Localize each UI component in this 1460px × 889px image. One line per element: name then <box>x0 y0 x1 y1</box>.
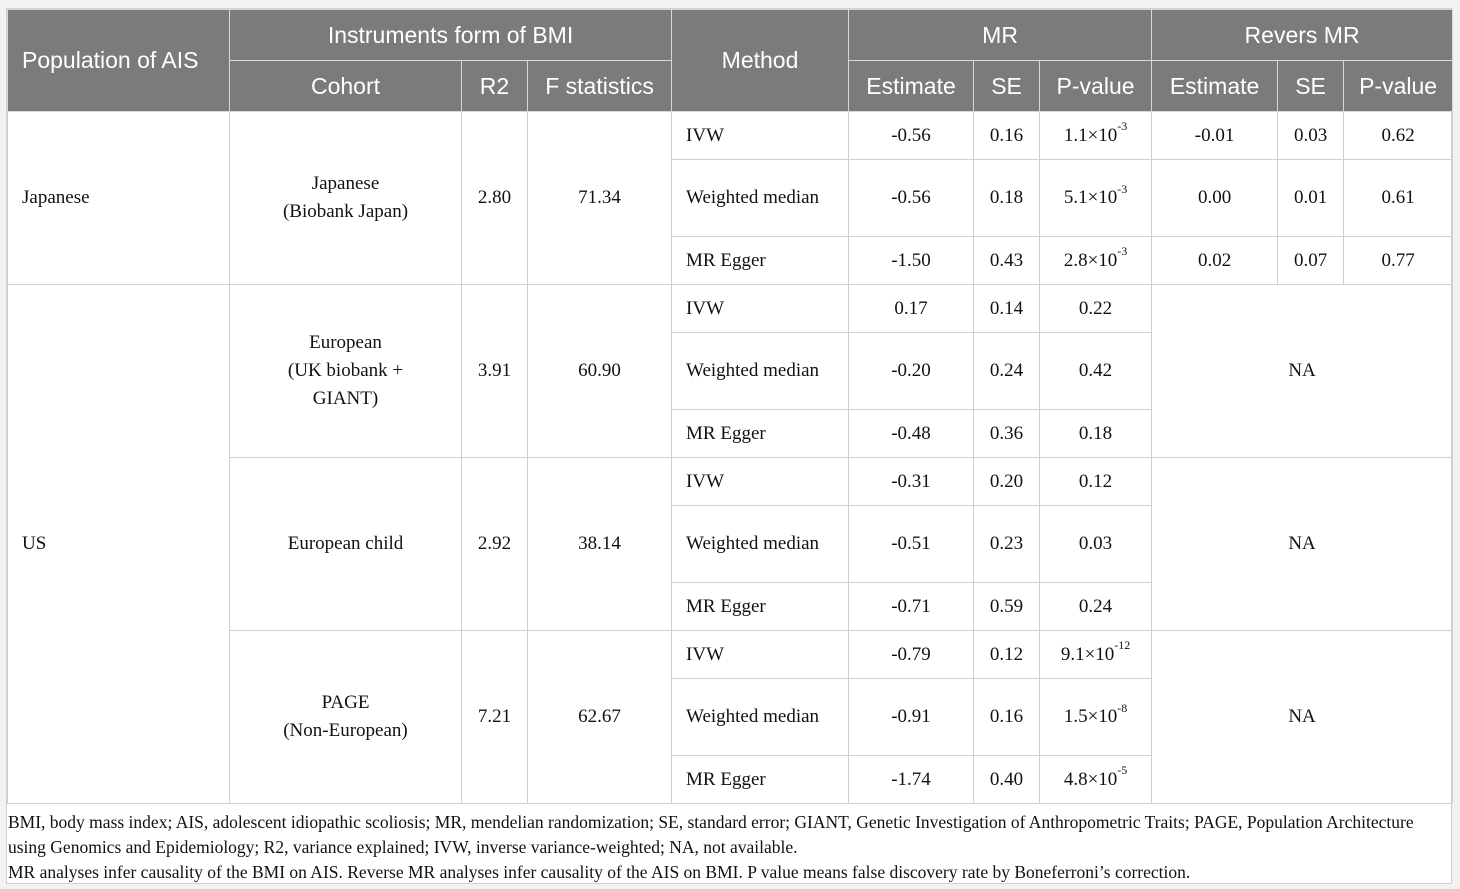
rev-pvalue-cell: 0.77 <box>1344 237 1453 285</box>
rev-estimate-cell: -0.01 <box>1152 112 1278 160</box>
table-row <box>8 112 1453 160</box>
mr-estimate-cell: -0.48 <box>849 410 974 458</box>
results-table <box>7 9 1453 804</box>
pvalue-base: 2.8×10 <box>1063 249 1118 271</box>
rev-se-cell: 0.01 <box>1278 160 1344 237</box>
mr-pvalue-cell <box>1040 160 1152 237</box>
population-cell: US <box>8 285 230 804</box>
mr-se-cell: 0.16 <box>974 112 1040 160</box>
method-cell: MR Egger <box>672 237 849 285</box>
mr-estimate-cell: -0.91 <box>849 679 974 756</box>
revers-mr-na-cell: NA <box>1152 458 1453 631</box>
table-header <box>8 10 1453 112</box>
mr-se-cell: 0.59 <box>974 583 1040 631</box>
mr-pvalue-cell <box>1040 506 1152 583</box>
method-cell: Weighted median <box>672 333 849 410</box>
pvalue-exponent: -3 <box>1117 244 1128 259</box>
f-statistics-cell: 38.14 <box>528 458 672 631</box>
mr-se-cell: 0.36 <box>974 410 1040 458</box>
pvalue-exponent: -12 <box>1114 638 1131 653</box>
cohort-cell <box>230 631 462 804</box>
header-rev-pvalue: P-value <box>1344 61 1453 112</box>
table-body <box>8 112 1453 804</box>
mr-pvalue-cell <box>1040 112 1152 160</box>
cohort-name-line: European child <box>287 533 404 554</box>
header-cohort: Cohort <box>230 61 462 112</box>
mr-pvalue-cell <box>1040 458 1152 506</box>
mr-pvalue-cell <box>1040 756 1152 804</box>
method-cell: IVW <box>672 285 849 333</box>
pvalue-base: 1.1×10 <box>1063 124 1118 146</box>
r2-cell: 7.21 <box>462 631 528 804</box>
pvalue-base: 0.24 <box>1078 595 1113 617</box>
method-cell: IVW <box>672 631 849 679</box>
pvalue-exponent: -5 <box>1117 763 1128 778</box>
mr-se-cell: 0.12 <box>974 631 1040 679</box>
mr-estimate-cell: -1.74 <box>849 756 974 804</box>
header-rev-se: SE <box>1278 61 1344 112</box>
cohort-name-line: Japanese <box>311 173 380 194</box>
mr-estimate-cell: -1.50 <box>849 237 974 285</box>
cohort-cell <box>230 285 462 458</box>
pvalue-base: 0.22 <box>1078 297 1113 319</box>
r2-cell: 2.80 <box>462 112 528 285</box>
mr-pvalue-cell <box>1040 410 1152 458</box>
method-cell: MR Egger <box>672 583 849 631</box>
cohort-cell <box>230 458 462 631</box>
r2-cell: 2.92 <box>462 458 528 631</box>
mr-se-cell: 0.14 <box>974 285 1040 333</box>
header-mr-estimate: Estimate <box>849 61 974 112</box>
pvalue-base: 0.42 <box>1078 360 1113 381</box>
mr-estimate-cell: -0.56 <box>849 160 974 237</box>
mr-pvalue-cell <box>1040 333 1152 410</box>
method-cell: Weighted median <box>672 160 849 237</box>
mr-se-cell: 0.43 <box>974 237 1040 285</box>
population-cell: Japanese <box>8 112 230 285</box>
method-cell: Weighted median <box>672 506 849 583</box>
header-mr-pvalue: P-value <box>1040 61 1152 112</box>
method-cell: MR Egger <box>672 410 849 458</box>
rev-pvalue-cell: 0.61 <box>1344 160 1453 237</box>
method-cell: IVW <box>672 458 849 506</box>
rev-pvalue-cell: 0.62 <box>1344 112 1453 160</box>
mr-se-cell: 0.24 <box>974 333 1040 410</box>
cohort-cell <box>230 112 462 285</box>
mr-se-cell: 0.23 <box>974 506 1040 583</box>
mr-pvalue-cell <box>1040 631 1152 679</box>
header-mr-se: SE <box>974 61 1040 112</box>
method-cell: MR Egger <box>672 756 849 804</box>
header-revers-mr: Revers MR <box>1152 10 1453 61</box>
pvalue-exponent: -3 <box>1117 181 1128 196</box>
pvalue-base: 0.12 <box>1078 470 1113 492</box>
pvalue-base: 0.18 <box>1078 422 1113 444</box>
mr-estimate-cell: -0.71 <box>849 583 974 631</box>
mr-estimate-cell: -0.31 <box>849 458 974 506</box>
mr-pvalue-cell <box>1040 237 1152 285</box>
rev-estimate-cell: 0.02 <box>1152 237 1278 285</box>
header-rev-estimate: Estimate <box>1152 61 1278 112</box>
pvalue-exponent: -3 <box>1117 119 1128 134</box>
cohort-name-line: European <box>309 332 382 353</box>
rev-estimate-cell: 0.00 <box>1152 160 1278 237</box>
header-mr: MR <box>849 10 1152 61</box>
f-statistics-cell: 71.34 <box>528 112 672 285</box>
footnote-abbreviations: BMI, body mass index; AIS, adolescent idiopathic scoliosis; MR, mendelian randomization; SE, standard error; GIANT, Genetic Investigation of Anthropometric Traits; PAGE, Population Architecture using Genomics and Epidemiology; R2, variance explained; IVW, inverse variance-weighted; NA, not available. <box>8 812 1414 857</box>
mr-estimate-cell: 0.17 <box>849 285 974 333</box>
pvalue-base: 9.1×10 <box>1060 643 1115 665</box>
mr-estimate-cell: -0.79 <box>849 631 974 679</box>
revers-mr-na-cell: NA <box>1152 285 1453 458</box>
f-statistics-cell: 62.67 <box>528 631 672 804</box>
cohort-name-line: PAGE <box>321 692 370 713</box>
pvalue-base: 1.5×10 <box>1063 706 1118 727</box>
pvalue-base: 0.03 <box>1078 533 1113 554</box>
revers-mr-na-cell: NA <box>1152 631 1453 804</box>
footnotes <box>8 810 1453 885</box>
footnote-notes: MR analyses infer causality of the BMI on AIS. Reverse MR analyses infer causality of the AIS on BMI. P value means false discovery rate by Boneferroni’s correction. <box>8 862 1191 882</box>
table-row <box>8 285 1453 333</box>
pvalue-base: 4.8×10 <box>1063 768 1118 790</box>
header-population: Population of AIS <box>8 10 230 112</box>
cohort-name-line: (Biobank Japan) <box>282 201 409 222</box>
mr-estimate-cell: -0.56 <box>849 112 974 160</box>
mr-pvalue-cell <box>1040 679 1152 756</box>
header-instruments: Instruments form of BMI <box>230 10 672 61</box>
pvalue-exponent: -8 <box>1117 700 1128 715</box>
mr-se-cell: 0.20 <box>974 458 1040 506</box>
mr-se-cell: 0.16 <box>974 679 1040 756</box>
header-r2: R2 <box>462 61 528 112</box>
rev-se-cell: 0.03 <box>1278 112 1344 160</box>
header-f-statistics: F statistics <box>528 61 672 112</box>
header-method: Method <box>672 10 849 112</box>
mr-se-cell: 0.40 <box>974 756 1040 804</box>
mr-pvalue-cell <box>1040 285 1152 333</box>
cohort-name-line: GIANT) <box>312 388 379 409</box>
f-statistics-cell: 60.90 <box>528 285 672 458</box>
pvalue-base: 5.1×10 <box>1063 187 1118 208</box>
method-cell: IVW <box>672 112 849 160</box>
mr-pvalue-cell <box>1040 583 1152 631</box>
rev-se-cell: 0.07 <box>1278 237 1344 285</box>
mr-estimate-cell: -0.51 <box>849 506 974 583</box>
r2-cell: 3.91 <box>462 285 528 458</box>
method-cell: Weighted median <box>672 679 849 756</box>
mr-estimate-cell: -0.20 <box>849 333 974 410</box>
cohort-name-line: (UK biobank + <box>287 360 404 381</box>
cohort-name-line: (Non-European) <box>283 720 408 741</box>
mr-se-cell: 0.18 <box>974 160 1040 237</box>
